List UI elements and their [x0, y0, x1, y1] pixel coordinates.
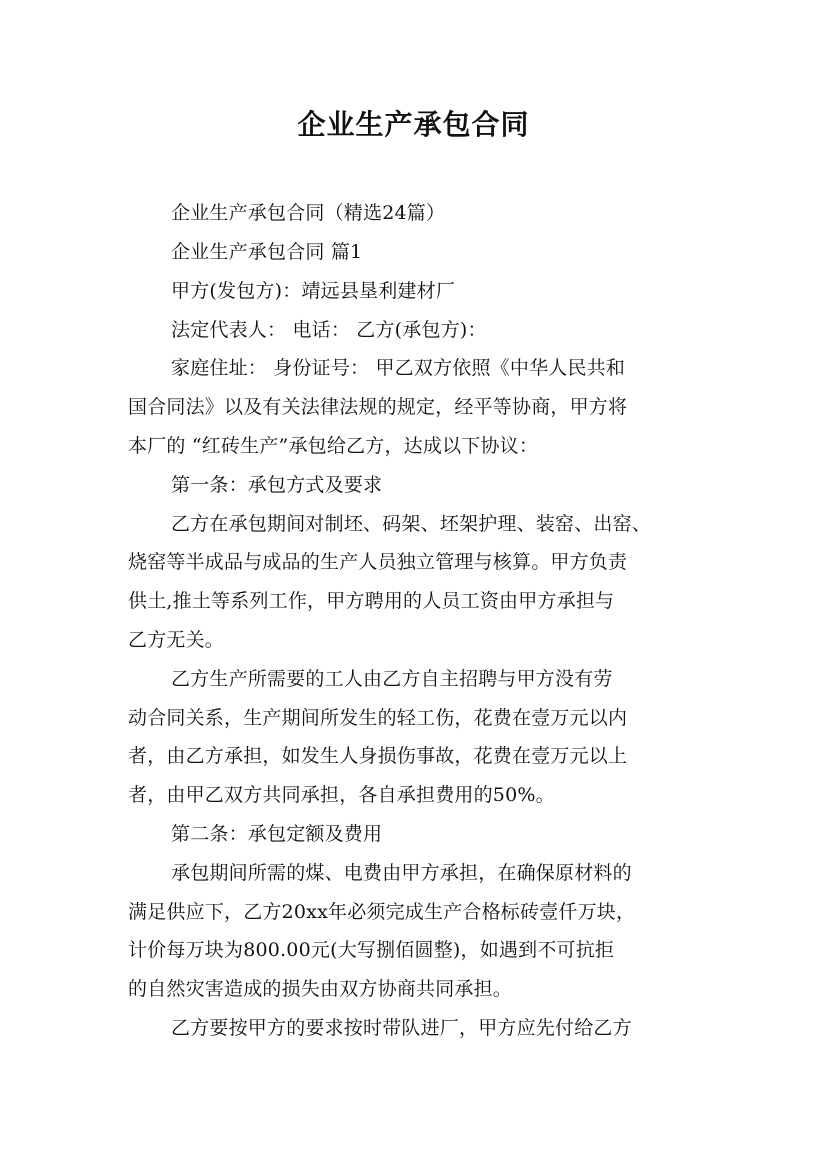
paragraph-line: 第二条：承包定额及费用 [171, 823, 383, 845]
paragraph-line: 甲方(发包方)：靖远县垦利建材厂 [171, 280, 456, 302]
paragraph-line: 第一条：承包方式及要求 [171, 474, 383, 496]
paragraph-line: 动合同关系，生产期间所发生的轻工伤，花费在壹万元以内 [128, 707, 628, 729]
paragraph-line: 企业生产承包合同 篇1 [171, 241, 363, 263]
paragraph-line: 乙方在承包期间对制坯、码架、坯架护理、装窑、出窑、 [171, 513, 652, 535]
paragraph-line: 本厂的 “红砖生产”承包给乙方，达成以下协议： [128, 435, 539, 457]
paragraph-line: 企业生产承包合同（精选24篇） [171, 202, 446, 224]
paragraph-line: 国合同法》以及有关法律法规的规定，经平等协商，甲方将 [128, 396, 628, 418]
paragraph-line: 乙方生产所需要的工人由乙方自主招聘与甲方没有劳 [171, 668, 613, 690]
paragraph-line: 乙方要按甲方的要求按时带队进厂，甲方应先付给乙方 [171, 1017, 632, 1039]
paragraph-line: 者，由乙方承担，如发生人身损伤事故，花费在壹万元以上 [128, 745, 628, 767]
paragraph-line: 的自然灾害造成的损失由双方协商共同承担。 [128, 978, 513, 1000]
paragraph-line: 承包期间所需的煤、电费由甲方承担，在确保原材料的 [171, 862, 632, 884]
paragraph-line: 乙方无关。 [128, 629, 225, 651]
paragraph-line: 者，由甲乙双方共同承担，各自承担费用的50%。 [128, 784, 555, 806]
paragraph-line: 法定代表人： 电话： 乙方(承包方)： [171, 319, 487, 341]
paragraph-line: 计价每万块为800.00元(大写捌佰圆整)，如遇到不可抗拒 [128, 939, 615, 961]
paragraph-line: 供土,推土等系列工作，甲方聘用的人员工资由甲方承担与 [128, 590, 615, 612]
paragraph-line: 烧窑等半成品与成品的生产人员独立管理与核算。甲方负责 [128, 551, 628, 573]
document-title: 企业生产承包合同 [297, 108, 530, 141]
paragraph-line: 家庭住址： 身份证号： 甲乙双方依照《中华人民共和 [171, 357, 626, 379]
paragraph-line: 满足供应下，乙方20xx年必须完成生产合格标砖壹仟万块， [128, 901, 636, 923]
